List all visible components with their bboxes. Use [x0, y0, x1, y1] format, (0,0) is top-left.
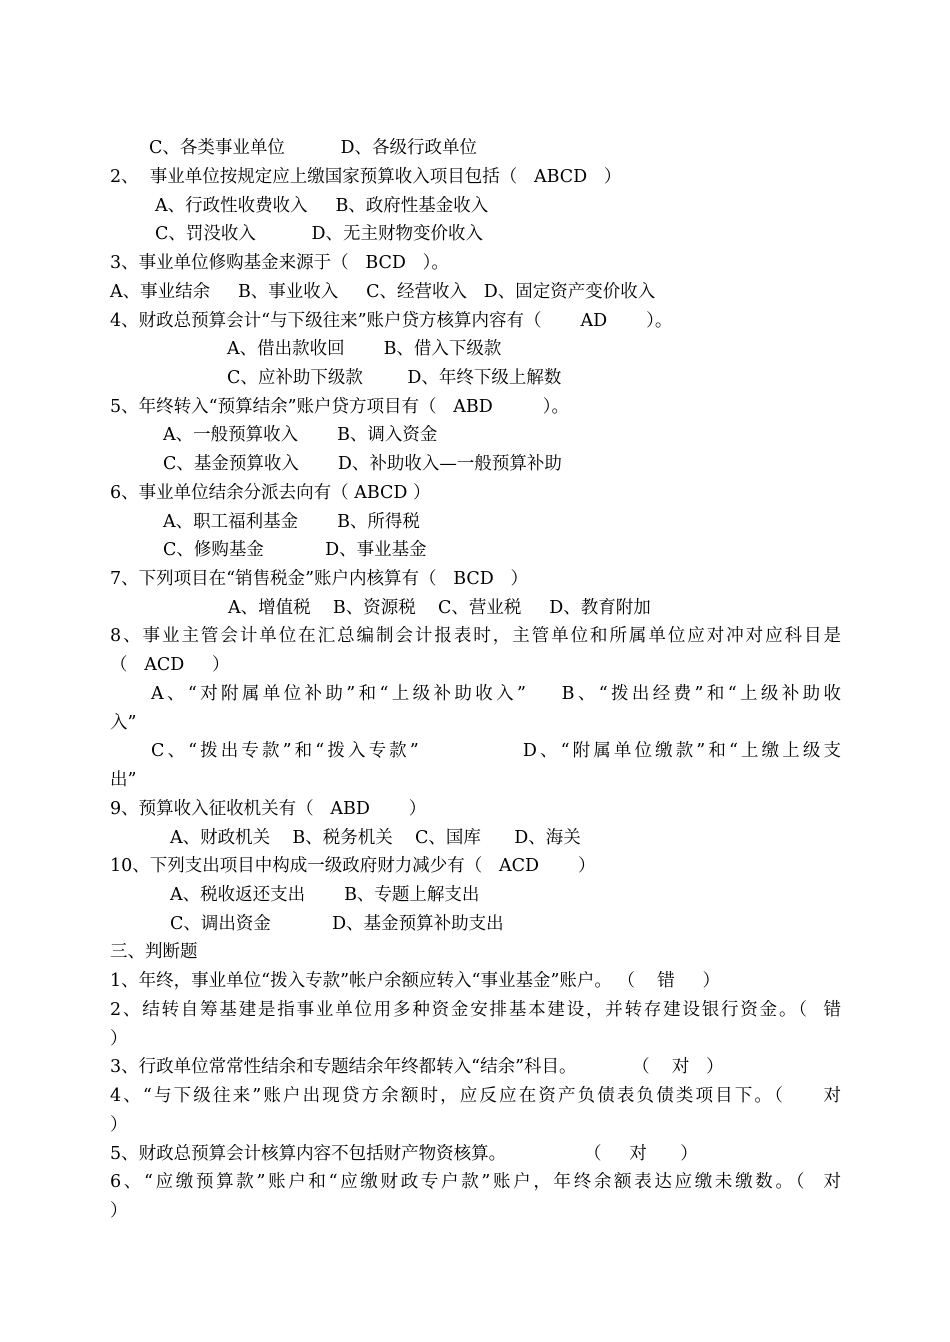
tf-question-6-wrap: ） [110, 1201, 128, 1221]
q8-options-cd-wrap: 出” [110, 770, 137, 790]
q5-options-cd: C、基金预算收入 D、补助收入—一般预算补助 [163, 454, 562, 474]
tf-question-3: 3、行政单位常常性结余和专题结余年终都转入“结余”科目。 （ 对 ） [110, 1057, 724, 1077]
q7-options: A、增值税 B、资源税 C、营业税 D、教育附加 [228, 598, 651, 618]
tf-question-1: 1、年终，事业单位“拨入专款”帐户余额应转入“事业基金”账户。 （ 错 ） [110, 971, 721, 991]
question-9: 9、预算收入征收机关有（ ABD ） [110, 799, 427, 819]
q10-options-cd: C、调出资金 D、基金预算补助支出 [170, 914, 504, 934]
tf-question-6: 6、“应缴预算款”账户和“应缴财政专户款”账户，年终余额表达应缴未缴数。（ 对 [110, 1172, 841, 1192]
question-2: 2、 事业单位按规定应上缴国家预算收入项目包括（ ABCD ） [110, 167, 622, 187]
question-8: 8、事业主管会计单位在汇总编制会计报表时，主管单位和所属单位应对冲对应科目是 [110, 626, 841, 646]
q5-options-ab: A、一般预算收入 B、调入资金 [163, 425, 438, 445]
section-heading-true-false: 三、判断题 [110, 942, 198, 962]
question-5: 5、年终转入“预算结余”账户贷方项目有（ ABD ）。 [110, 397, 570, 417]
question-3: 3、事业单位修购基金来源于（ BCD ）。 [110, 253, 449, 273]
tf-question-2-wrap: ） [110, 1029, 128, 1049]
q6-options-ab: A、职工福利基金 B、所得税 [163, 512, 420, 532]
q4-options-cd: C、应补助下级款 D、年终下级上解数 [227, 368, 562, 388]
q4-options-ab: A、借出款收回 B、借入下级款 [227, 339, 502, 359]
q10-options-ab: A、税收返还支出 B、专题上解支出 [170, 885, 480, 905]
q1-options-cd: C、各类事业单位 D、各级行政单位 [149, 138, 478, 158]
question-7: 7、下列项目在“销售税金”账户内核算有（ BCD ） [110, 569, 529, 589]
tf-question-4: 4、“与下级往来”账户出现贷方余额时，应反应在资产负债表负债类项目下。（ 对 [110, 1086, 841, 1106]
q2-options-ab: A、行政性收费收入 B、政府性基金收入 [155, 196, 489, 216]
q2-options-cd: C、罚没收入 D、无主财物变价收入 [155, 224, 484, 244]
question-4: 4、财政总预算会计“与下级往来”账户贷方核算内容有（ AD ）。 [110, 311, 673, 331]
q8-options-ab-wrap: 入” [110, 713, 137, 733]
question-6: 6、事业单位结余分派去向有（ ABCD ） [110, 483, 431, 503]
q3-options: A、事业结余 B、事业收入 C、经营收入 D、固定资产变价收入 [110, 282, 656, 302]
q8-options-ab: A、“对附属单位补助”和“上级补助收入” B、“拨出经费”和“上级补助收 [151, 684, 841, 704]
tf-question-4-wrap: ） [110, 1115, 128, 1135]
q6-options-cd: C、修购基金 D、事业基金 [163, 540, 427, 560]
tf-question-5: 5、财政总预算会计核算内容不包括财产物资核算。 （ 对 ） [110, 1144, 698, 1164]
q8-options-cd: C、“拨出专款”和“拨入专款” D、“附属单位缴款”和“上缴上级支 [151, 741, 841, 761]
question-8-answer: （ ACD ） [110, 655, 230, 675]
q9-options: A、财政机关 B、税务机关 C、国库 D、海关 [170, 828, 581, 848]
question-10: 10、下列支出项目中构成一级政府财力减少有（ ACD ） [110, 856, 596, 876]
tf-question-2: 2、结转自筹基建是指事业单位用多种资金安排基本建设，并转存建设银行资金。（ 错 [110, 1000, 841, 1020]
